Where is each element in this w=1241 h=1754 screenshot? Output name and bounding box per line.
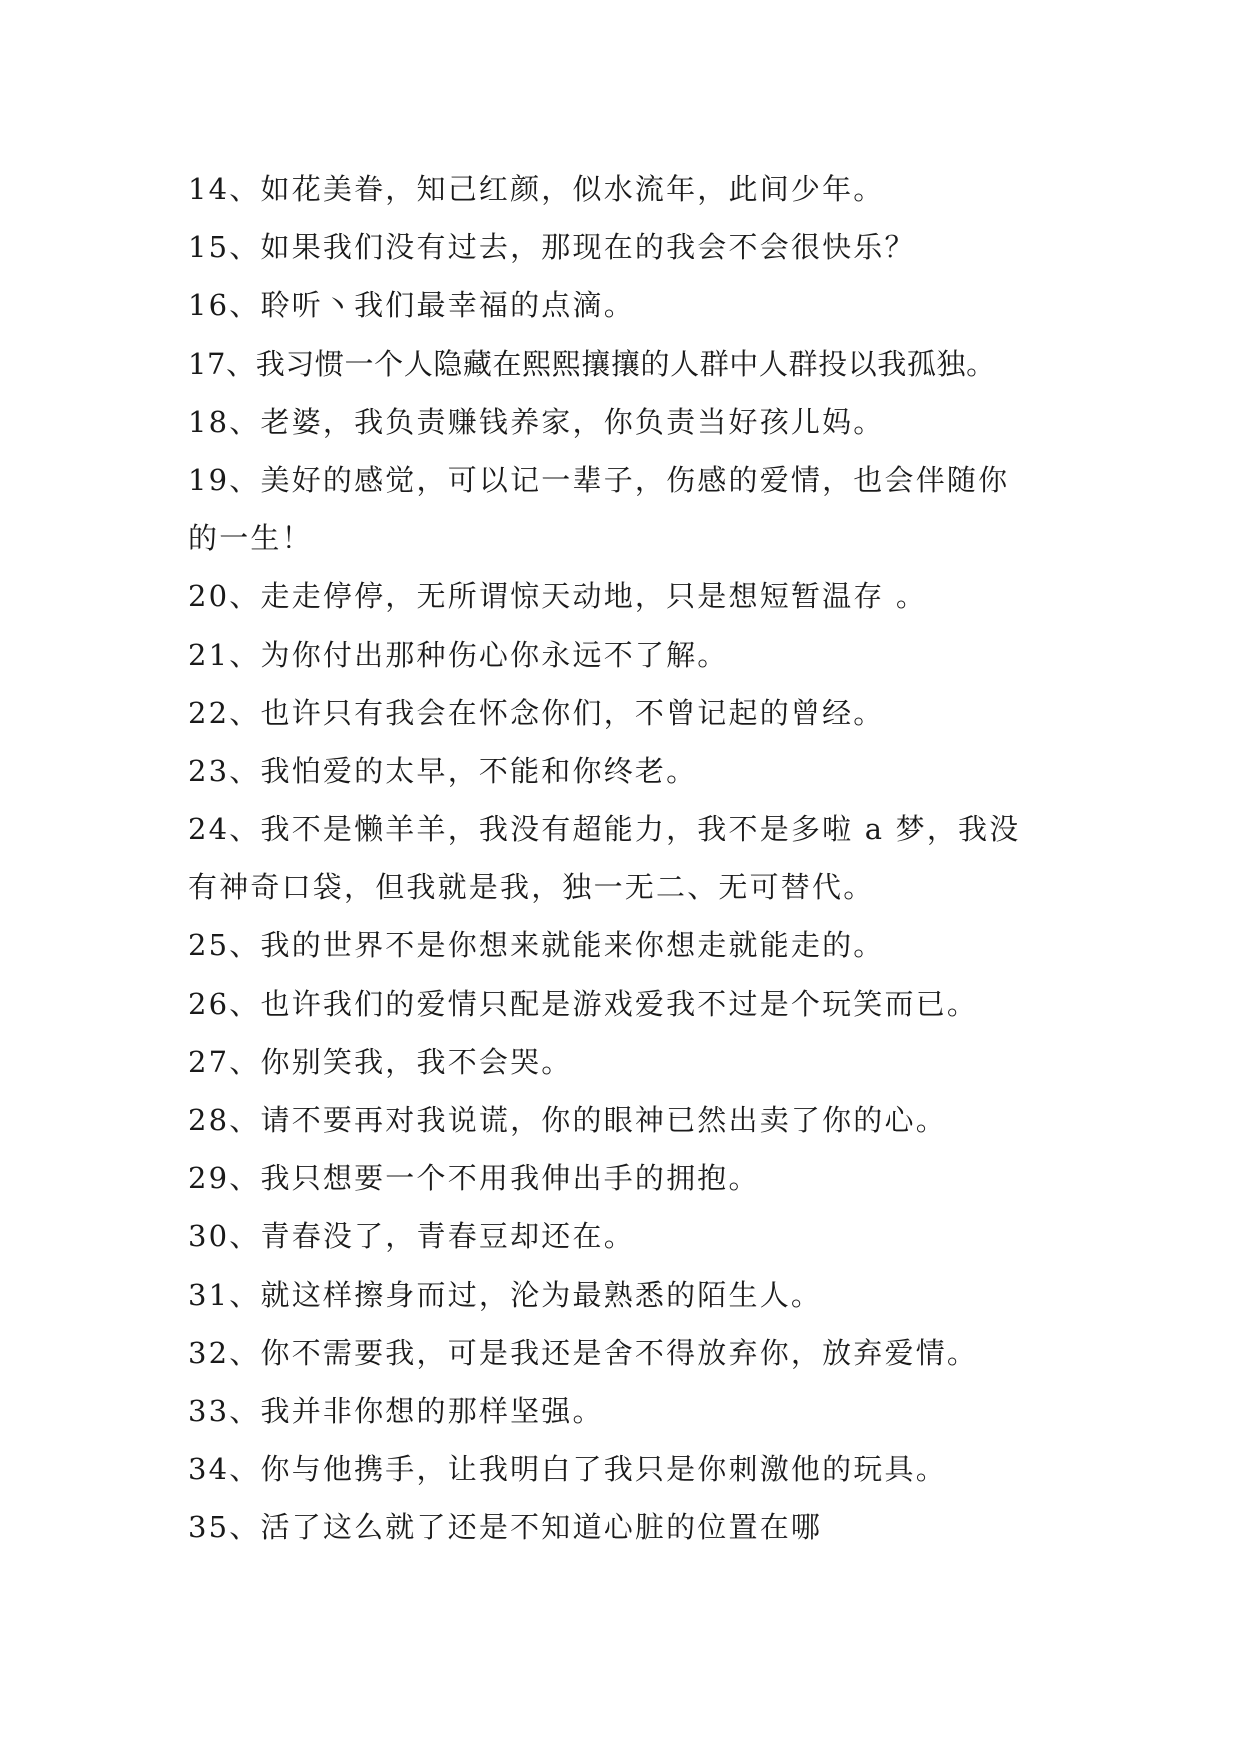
text-line: 20、走走停停，无所谓惊天动地，只是想短暂温存 。 [188, 579, 928, 614]
text-line: 24、我不是懒羊羊，我没有超能力，我不是多啦 a 梦，我没 [188, 812, 1021, 847]
text-line: 34、你与他携手，让我明白了我只是你刺激他的玩具。 [188, 1452, 947, 1487]
text-line: 32、你不需要我，可是我还是舍不得放弃你，放弃爱情。 [188, 1335, 979, 1370]
text-line: 29、我只想要一个不用我伸出手的拥抱。 [188, 1161, 760, 1196]
text-line: 14、如花美眷，知己红颜，似水流年，此间少年。 [188, 172, 885, 206]
text-line: 17、我习惯一个人隐藏在熙熙攘攘的人群中人群投以我孤独。 [188, 346, 996, 381]
text-line: 16、聆听丶我们最幸福的点滴。 [188, 288, 635, 323]
text-line: 有神奇口袋，但我就是我，独一无二、无可替代。 [188, 870, 875, 905]
text-line: 31、就这样擦身而过，沦为最熟悉的陌生人。 [188, 1277, 823, 1312]
text-line: 23、我怕爱的太早，不能和你终老。 [188, 753, 698, 788]
text-line: 19、美好的感觉，可以记一辈子，伤感的爱情，也会伴随你 [188, 462, 1010, 497]
document-body [188, 160, 1088, 1557]
text-line: 18、老婆，我负责赚钱养家，你负责当好孩儿妈。 [188, 404, 885, 439]
text-line: 26、也许我们的爱情只配是游戏爱我不过是个玩笑而已。 [188, 986, 979, 1021]
text-line: 28、请不要再对我说谎，你的眼神已然出卖了你的心。 [188, 1103, 947, 1137]
text-line: 25、我的世界不是你想来就能来你想走就能走的。 [188, 928, 885, 963]
text-line: 35、活了这么就了还是不知道心脏的位置在哪 [188, 1510, 823, 1545]
text-line: 33、我并非你想的那样坚强。 [188, 1393, 604, 1428]
text-line: 的一生！ [188, 521, 313, 556]
text-line: 15、如果我们没有过去，那现在的我会不会很快乐？ [188, 230, 916, 265]
text-line: 22、也许只有我会在怀念你们，不曾记起的曾经。 [188, 695, 885, 730]
text-line: 30、青春没了，青春豆却还在。 [188, 1219, 635, 1254]
text-line: 27、你别笑我，我不会哭。 [188, 1044, 573, 1079]
text-line: 21、为你付出那种伤心你永远不了解。 [188, 637, 729, 672]
